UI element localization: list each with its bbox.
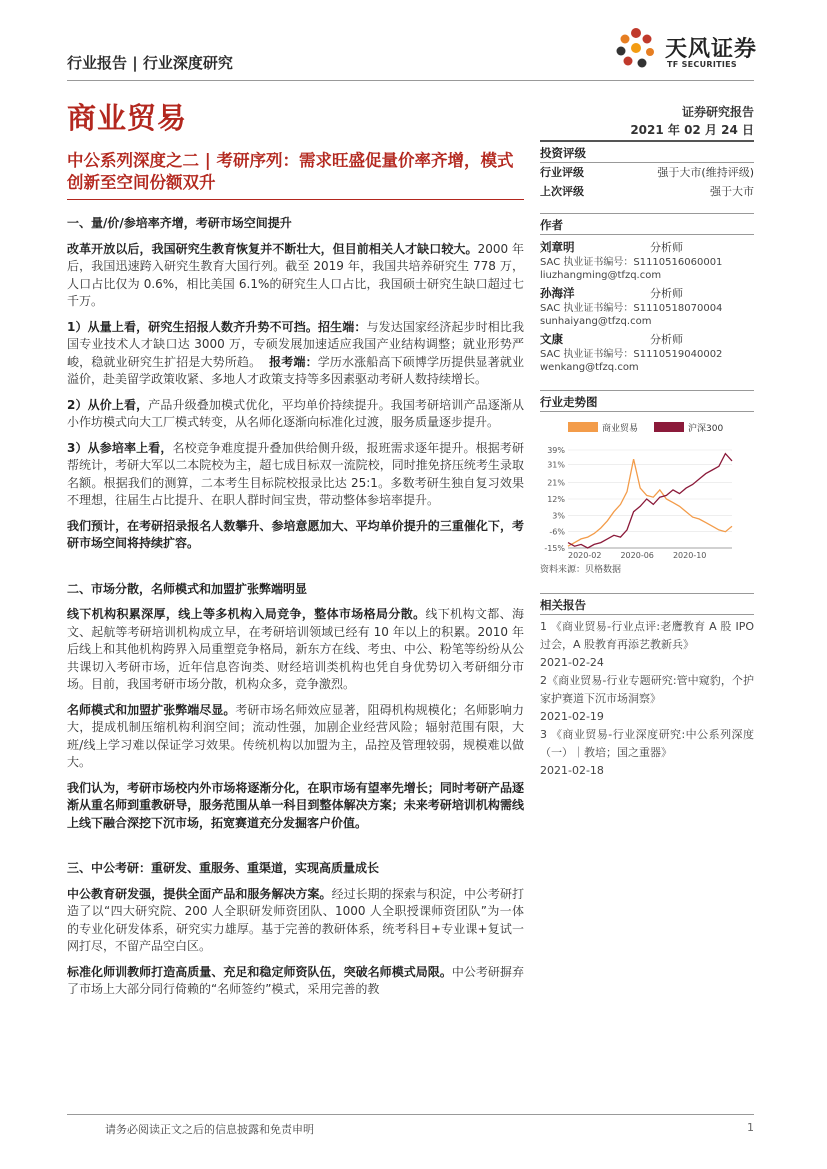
sidebar xyxy=(540,140,754,780)
main-column xyxy=(67,215,524,999)
report-type: 证券研究报告 xyxy=(681,105,754,119)
sidebar-rule xyxy=(540,390,754,391)
page-number: 1 xyxy=(747,1121,754,1134)
y-tick-label: 12% xyxy=(547,495,565,504)
paragraph: 3）从参培率上看，名校竞争难度提升叠加供给侧升级，报班需求逐年提升。根据考研帮统计，考研大军以二本院校为主，超七成目标双一流院校，同时推免挤压统考生录取名额。根据我们的测算，二本考生目标院校报录比达 25:1。多数考研生独自复习效果不理想，往届生占比提升、在职人群时间宝贵，带动整体参培率提升。 xyxy=(67,440,524,507)
legend-label: 商业贸易 xyxy=(602,424,639,434)
y-tick-label: 21% xyxy=(547,478,565,488)
x-tick-label: 2020-10 xyxy=(672,551,707,560)
paragraph: 线下机构积累深厚，线上等多机构入局竞争，整体市场格局分散。线下机构文都、海文、起航等考研培训机构成立早，在考研培训领域已经有 10 年以上的积累。2010 年后线上和其他机构跨界入局重塑竞争格局，新东方在线、考虫、中公、粉笔等纷纷从公共课切入考研市场，近年信息咨询类、财经培训类机构也凭自身优势切入考研细分市场。目前，我国考研市场分散，机构众多，竞争激烈。 xyxy=(67,607,524,691)
related-item[interactable]: 3 《商业贸易-行业深度研究:中公系列深度（一）｜教培；国之重器》 2021-02-18 xyxy=(540,728,754,777)
rating-row: 上次评级 强于大市 xyxy=(540,185,754,198)
legend-label: 沪深300 xyxy=(688,424,724,434)
paragraph: 名师模式和加盟扩张弊端尽显。考研市场名师效应显著，阻碍机构规模化；名师影响力大，提成机制压缩机构利润空间；流动性强，加剧企业经营风险；辐射范围有限，大班/线上学习难以保证学习效果。传统机构以加盟为主，品控及管理较弱，规模难以做大。 xyxy=(67,702,524,769)
section-heading: 二、市场分散，名师模式和加盟扩张弊端明显 xyxy=(67,581,308,596)
sidebar-rule xyxy=(540,234,754,235)
paragraph: 1）从量上看，研究生招报人数齐升势不可挡。招生端：与发达国家经济起步时相比我国专业技术人才缺口达 3000 万，专硕发展加速适应我国产业结构调整；就业形势严峻，稳就业研究生扩招是大势所趋。 报考端：学历水涨船高下硕博学历提供显著就业溢价，赴美留学政策收紧、多地人才政策支持等多因素驱动考研人数持续增长。 xyxy=(67,319,524,386)
sidebar-rule xyxy=(540,411,754,412)
related-item[interactable]: 1 《商业贸易-行业点评:老鹰教育 A 股 IPO 过会，A 股教育再添艺教新兵》 2021-02-24 xyxy=(540,620,754,669)
title-rule xyxy=(67,199,524,200)
paragraph: 中公教育研发强，提供全面产品和服务解决方案。经过长期的探索与积淀，中公考研打造了以“四大研究院、200 人全职研发师资团队、1000 人全职授课师资团队”为一体的专业化研发体系，研究实力雄厚。基于完善的教研体系，统考科目+专业课+复试一网打尽，不留产品空白区。 xyxy=(67,886,524,953)
rating-heading: 投资评级 xyxy=(540,146,586,160)
paragraph: 我们预计，在考研招录报名人数攀升、参培意愿加大、平均单价提升的三重催化下，考研市场空间将持续扩容。 xyxy=(67,518,524,550)
sector-title: 商业贸易 xyxy=(67,101,188,135)
report-title: 中公系列深度之二 | 考研序列：需求旺盛促量价率齐增，模式创新至空间份额双升 xyxy=(67,151,514,192)
y-tick-label: 31% xyxy=(547,460,565,470)
legend-swatch xyxy=(654,422,684,432)
industry-trend-chart xyxy=(540,414,754,560)
author-block: 文康 分析师 SAC 执业证书编号：S1110519040002 wenkang@tfzq.com xyxy=(540,331,754,374)
paragraph: 标准化师训教师打造高质量、充足和稳定师资队伍，突破名师模式局限。中公考研摒弃了市场上大部分同行倚赖的“名师签约”模式，采用完善的教 xyxy=(67,964,524,996)
x-tick-label: 2020-02 xyxy=(568,551,602,560)
y-tick-label: 39% xyxy=(547,446,565,455)
sidebar-rule xyxy=(540,213,754,214)
y-tick-label: -15% xyxy=(544,544,565,553)
section-heading: 一、量/价/参培率齐增，考研市场空间提升 xyxy=(67,216,292,230)
x-tick-label: 2020-06 xyxy=(620,551,654,560)
section-heading: 三、中公考研：重研发、重服务、重渠道，实现高质量成长 xyxy=(67,861,380,875)
company-logo xyxy=(612,26,762,72)
report-date: 2021 年 02 月 24 日 xyxy=(630,123,754,137)
author-heading: 作者 xyxy=(540,218,563,232)
logo-cn-text: 天风证券 xyxy=(665,37,758,62)
sidebar-rule xyxy=(540,593,754,594)
author-block: 孙海洋 分析师 SAC 执业证书编号：S1110518070004 sunhaiyang@tfzq.com xyxy=(540,285,754,328)
sidebar-rule xyxy=(540,614,754,615)
author-block: 刘章明 分析师 SAC 执业证书编号：S1110516060001 liuzhangming@tfzq.com xyxy=(540,239,754,282)
logo-en-text: TF SECURITIES xyxy=(667,60,737,69)
author-email[interactable]: sunhaiyang@tfzq.com xyxy=(540,316,652,327)
sidebar-rule xyxy=(540,140,754,142)
chart-source: 资料来源：贝格数据 xyxy=(540,565,622,575)
report-category: 行业报告 | 行业深度研究 xyxy=(67,54,233,72)
header-rule xyxy=(67,80,754,81)
author-email[interactable]: wenkang@tfzq.com xyxy=(540,362,639,373)
logo-petals-icon xyxy=(612,26,660,72)
author-email[interactable]: liuzhangming@tfzq.com xyxy=(540,270,662,281)
legend-swatch xyxy=(568,422,598,432)
y-tick-label: 3% xyxy=(552,511,565,521)
paragraph: 2）从价上看，产品升级叠加模式优化，平均单价持续提升。我国考研培训产品逐渐从小作坊模式向大工厂模式转变，从名师化逐渐向标准化过渡，服务质量逐步提升。 xyxy=(67,397,524,429)
paragraph: 我们认为，考研市场校内外市场将逐渐分化，在职市场有望率先增长；同时考研产品逐渐从重名师到重教研导，服务范围从单一科目到整体解决方案；未来考研培训机构需线上线下融合深挖下沉市场，拓宽赛道充分发掘客户价值。 xyxy=(67,780,524,830)
footer-disclaimer: 请务必阅读正文之后的信息披露和免责申明 xyxy=(105,1123,314,1136)
rating-row: 行业评级 强于大市(维持评级) xyxy=(540,166,754,179)
y-tick-label: -6% xyxy=(549,527,565,537)
trend-heading: 行业走势图 xyxy=(540,395,598,409)
related-item[interactable]: 2《商业贸易-行业专题研究:管中窥豹，个护家护赛道下沉市场洞察》 2021-02-19 xyxy=(540,674,754,723)
related-heading: 相关报告 xyxy=(540,598,586,612)
footer-rule xyxy=(67,1114,754,1115)
paragraph: 改革开放以后，我国研究生教育恢复并不断壮大，但目前相关人才缺口较大。2000 年后，我国迅速跨入研究生教育大国行列。截至 2019 年，我国共培养研究生 778 万，人口占比仅为 0.6%，相比美国 6.1%的研究生人口占比，我国硕士研究生缺口超过七千万。 xyxy=(67,241,524,308)
